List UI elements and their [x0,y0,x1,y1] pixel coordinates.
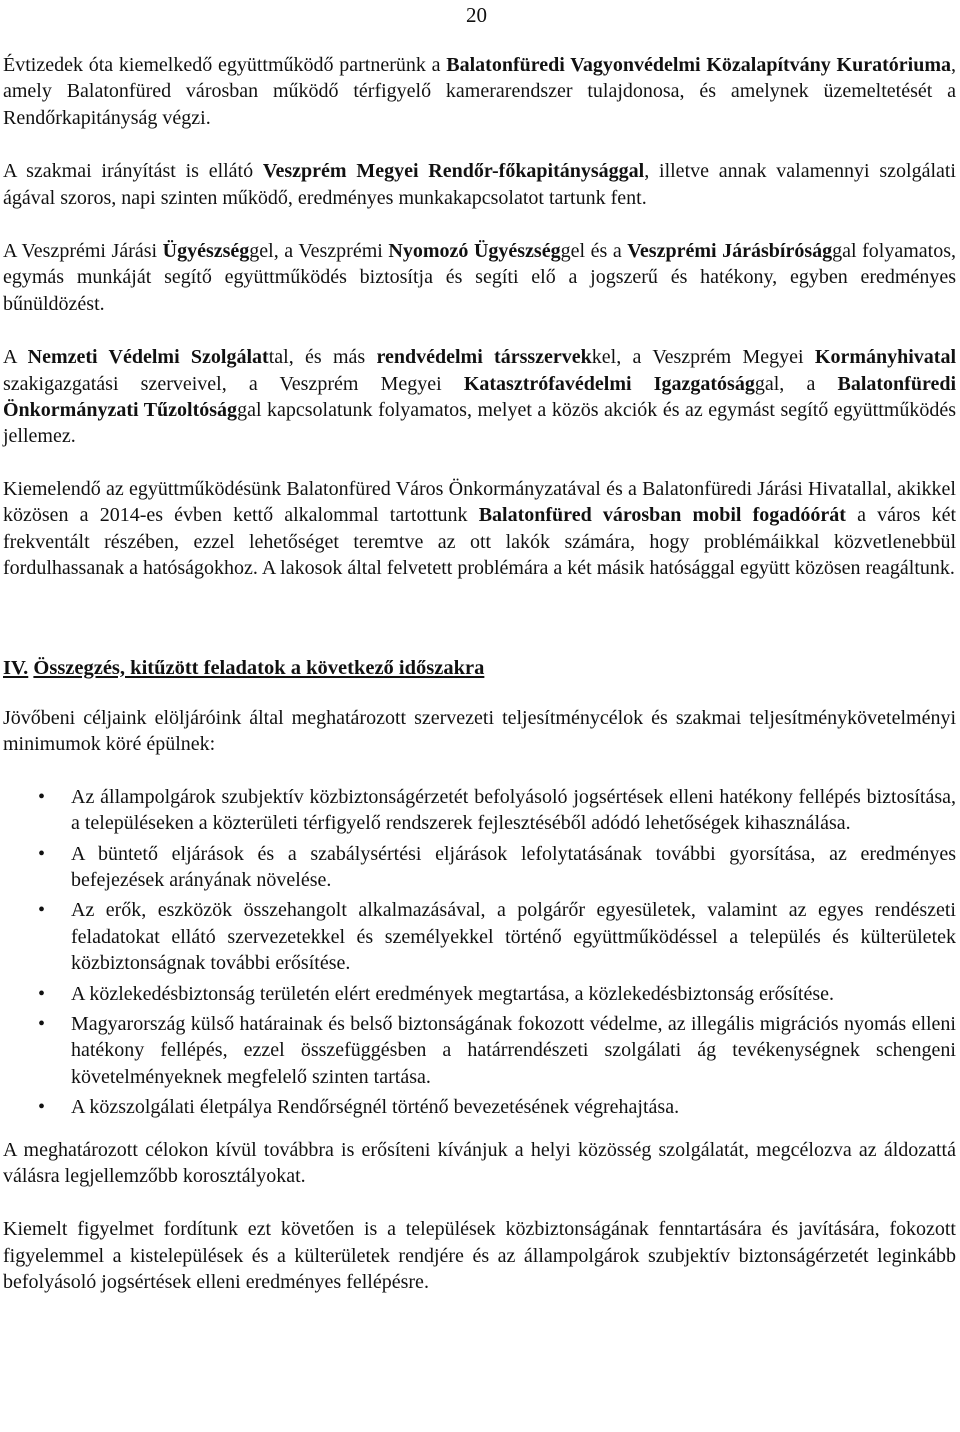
section-intro: Jövőbeni céljaink elöljáróink által meghatározott szervezeti teljesítménycélok és szakmai teljesítménykövetelményi minimumok köré épülnek: [3,706,956,756]
list-item-text: Magyarország külső határainak és belső biztonságának fokozott védelme, az illegális migrációs nyomás elleni hatékony fellépés, ezzel összefüggésben a határrendészeti szolgálati ág tevékenységnek schengeni követelményeknek megfelelő szinten tartása. [71,1012,956,1088]
text-run: A szakmai irányítást is ellátó [3,160,263,183]
list-item [3,981,956,1007]
bold-run: Balatonfüredi Vagyonvédelmi Közalapítvány Kuratóriuma [446,54,951,76]
paragraph-partners-intro [3,52,956,131]
text-run: gal folyamatos, egymás munkáját segítő együttműködés biztosítja és segíti elő a jogszerű és hatékony, egyben eredményes bűnüldözést. [3,240,956,315]
text-run: Kiemelendő az együttműködésünk Balatonfüred Város Önkormányzatával és a Balatonfüredi Járási Hivatallal, akikkel közösen a 2014-es évben kettő alkalommal tartottunk [3,477,956,527]
paragraph-police-hq [3,158,956,211]
page-number: 20 [466,3,487,27]
bullet-icon: • [38,1012,46,1035]
text-run: szakigazgatási szerveivel, a Veszprém Megyei [3,372,464,395]
text-run: A Veszprémi Járási [3,240,163,263]
paragraph-prosecution [3,238,956,317]
section-title: Összegzés, kitűzött feladatok a következő időszakra [33,656,485,679]
list-item-text: A büntető eljárások és a szabálysértési eljárások lefolytatásának további gyorsítása, az eredményes befejezések arányának növelése. [71,842,956,891]
text-run: a város két frekventált részében, ezzel lehetőséget teremtve az ott lakók számára, hogy problémáikkal közvetlenebbül fordulhassanak a hatóságokhoz. A lakosok által felvetett problémára a két másik hatósággal együtt közösen reagáltunk. [3,504,957,580]
text-run: Évtizedek óta kiemelkedő együttműködő partnerünk a [3,54,447,76]
bold-run: Nyomozó Ügyészség [388,240,561,263]
bullet-icon: • [38,1096,46,1119]
paragraph-municipality [3,476,956,582]
list-item [3,1094,956,1120]
paragraph-focus: Kiemelt figyelmet fordítunk ezt követően is a települések közbiztonságának fenntartására és javítására, fokozott figyelemmel a kistelepülések és a külterületek rendjére és az állampolgárok szubjektív biztonságérzetét leginkább befolyásoló jogsértések elleni eredményes fellépésre. [3,1218,956,1294]
text-run: gal kapcsolatunk folyamatos, melyet a közös akciók és az egymást segítő együttműködés jellemez. [3,399,956,448]
bold-run: Balatonfüred városban mobil fogadóórát [478,504,846,527]
bold-run: Ügyészség [162,240,250,263]
bullet-icon: • [38,982,46,1005]
text-run: kel, a Veszprém Megyei [591,346,815,369]
list-item-text: Az erők, eszközök összehangolt alkalmazásával, a polgárőr egyesületek, valamint az egyes rendészeti feladatokat ellátó szervezetekkel és személyekkel történő együttműködéssel a település és külterületek közbiztonságnak további erősítése. [71,899,956,975]
bold-run: Veszprém Megyei Rendőr-főkapitánysággal [262,160,645,183]
list-item-text: Az állampolgárok szubjektív közbiztonságérzetét befolyásoló jogsértések elleni hatékony fellépés biztosítása, a településeken a közterületi térfigyelő rendszerek fejlesztéséből adódó lehetőségek kihasználása. [71,785,956,835]
text-run: A [3,346,28,369]
section-number: IV. [3,656,29,679]
bullet-icon: • [38,899,46,922]
text-run: gel, a Veszprémi [249,240,389,263]
bullet-icon: • [38,785,46,808]
list-item [3,841,956,894]
bold-run: Katasztrófavédelmi Igazgatóság [463,372,755,395]
bold-run: Veszprémi Járásbíróság [627,240,833,263]
page-content [3,52,956,1296]
text-run: , amely Balatonfüred városban működő térfigyelő kamerarendszer tulajdonosa, és amelynek üzemeltetését a Rendőrkapitányság végzi. [3,54,956,129]
bold-run: Kormányhivatal [814,346,957,369]
text-run: gal, a [754,372,838,395]
goals-list [3,784,956,1121]
paragraph-agencies [3,344,956,450]
section-heading [3,655,956,681]
list-item [3,1011,956,1090]
list-item-text: A közlekedésbiztonság területén elért eredmények megtartása, a közlekedésbiztonság erősítése. [71,982,835,1005]
text-run: , illetve annak valamennyi szolgálati ágával szoros, napi szinten működő, eredményes munkakapcsolatot tartunk fent. [3,160,956,209]
bold-run: rendvédelmi társszervek [376,346,592,369]
list-item [3,784,956,837]
bullet-icon: • [38,842,46,865]
bold-run: Nemzeti Védelmi Szolgálat [27,346,269,369]
list-item [3,897,956,976]
bold-run: Balatonfüredi Önkormányzati Tűzoltóság [3,372,957,422]
text-run: tal, és más [268,346,377,369]
list-item-text: A közszolgálati életpálya Rendőrségnél történő bevezetésének végrehajtása. [71,1096,680,1119]
paragraph-community: A meghatározott célokon kívül továbbra is erősíteni kívánjuk a helyi közösség szolgálatát, megcélozva az áldozattá válásra legjellemzőbb korosztályokat. [3,1138,956,1187]
text-run: gel és a [560,240,628,263]
